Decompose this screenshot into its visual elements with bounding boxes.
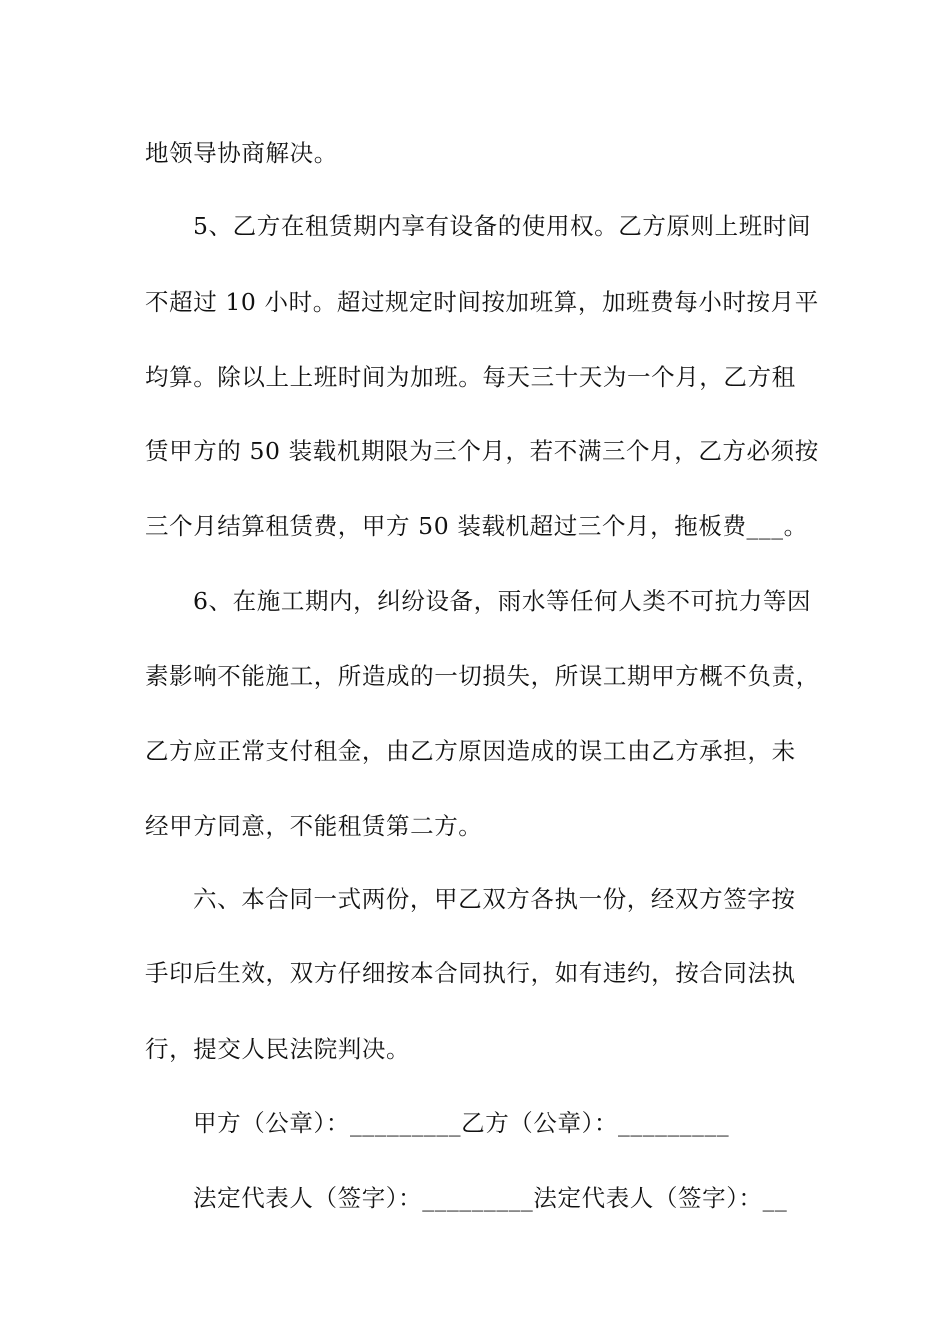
clause-6-line: 6、在施工期内，纠纷设备，雨水等任何人类不可抗力等因 xyxy=(193,587,812,615)
clause-5-line: 三个月结算租赁费，甲方 50 装载机超过三个月，拖板费___。 xyxy=(145,512,808,540)
section-six-line: 手印后生效，双方仔细按本合同执行，如有违约，按合同法执 xyxy=(145,959,796,987)
clause-6-line: 经甲方同意，不能租赁第二方。 xyxy=(145,812,483,840)
clause-5-line: 均算。除以上上班时间为加班。每天三十天为一个月，乙方租 xyxy=(145,363,796,391)
clause-6-line: 乙方应正常支付租金，由乙方原因造成的误工由乙方承担，未 xyxy=(145,737,796,765)
seal-signature-line: 甲方（公章）：_________乙方（公章）：_________ xyxy=(193,1109,730,1137)
clause-5-line: 赁甲方的 50 装载机期限为三个月，若不满三个月，乙方必须按 xyxy=(145,437,819,465)
clause-5-line: 不超过 10 小时。超过规定时间按加班算，加班费每小时按月平 xyxy=(145,288,819,316)
clause-6-line: 素影响不能施工，所造成的一切损失，所误工期甲方概不负责， xyxy=(145,662,820,690)
representative-signature-line: 法定代表人（签字）：_________法定代表人（签字）：__ xyxy=(193,1184,788,1212)
section-six-line: 行，提交人民法院判决。 xyxy=(145,1035,411,1063)
section-six-line: 六、本合同一式两份，甲乙双方各执一份，经双方签字按 xyxy=(193,885,796,913)
paragraph-line: 地领导协商解决。 xyxy=(145,139,338,167)
clause-5-line: 5、乙方在租赁期内享有设备的使用权。乙方原则上班时间 xyxy=(193,212,812,240)
